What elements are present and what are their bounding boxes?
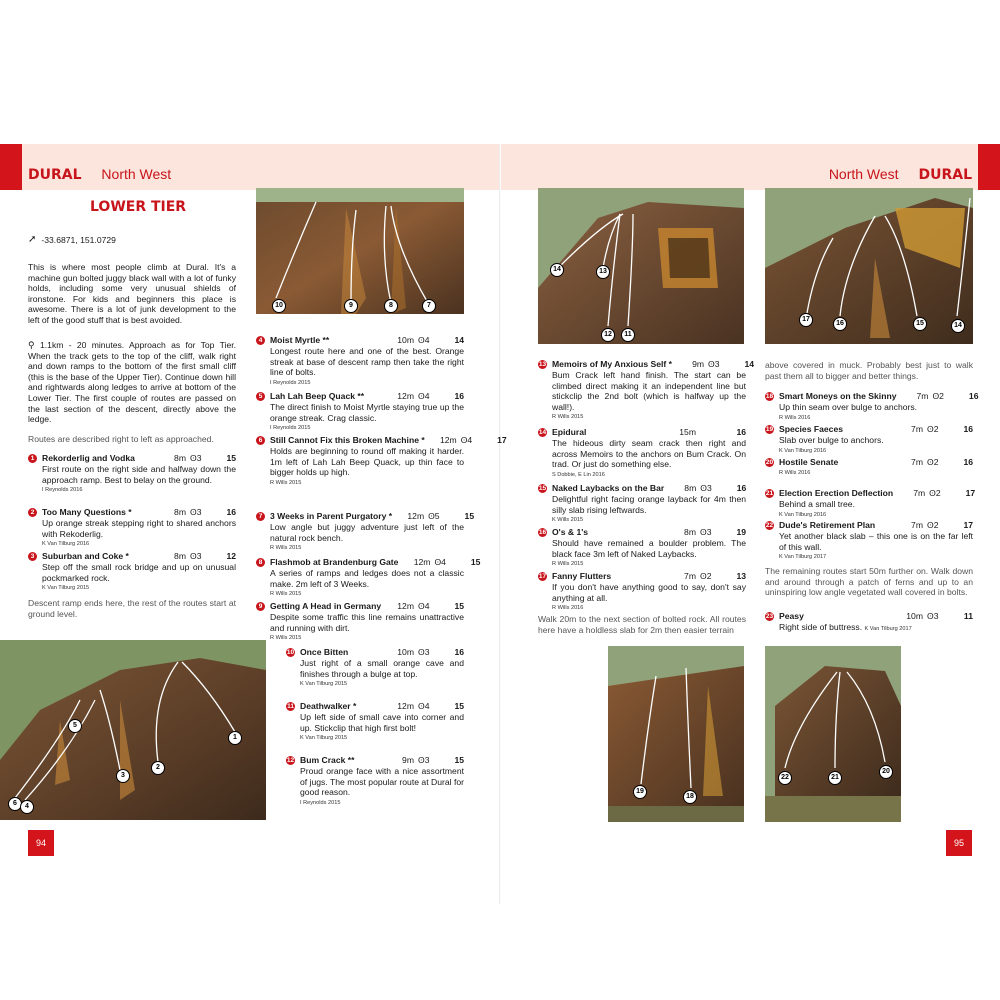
route-length: 9m — [402, 754, 414, 765]
route-description: Up left side of small cave into corner and up. Stickclip that high first bolt! — [300, 712, 464, 733]
route-description: Should have remained a boulder problem. The black face 3m left of Naked Laybacks. — [552, 538, 746, 559]
route-length: 12m — [413, 556, 431, 567]
route-grade: 16 — [963, 423, 973, 434]
route-number: 12 — [286, 756, 295, 764]
route-number: 15 — [538, 484, 547, 492]
route-number: 4 — [256, 336, 265, 345]
route-bolts: ʘ2 — [700, 570, 712, 581]
route-bolts: ʘ4 — [418, 600, 430, 611]
photo-label: 9 — [344, 294, 363, 313]
route-name: Once Bitten — [300, 646, 349, 657]
route-bolts: ʘ3 — [190, 506, 202, 517]
route-bolts: ʘ3 — [927, 610, 939, 621]
route-name: Suburban and Coke * — [42, 550, 129, 561]
route-length: 7m — [916, 390, 929, 401]
intro-text: This is where most people climb at Dural. It's a machine gun bolted juggy black wall with a lot of funky holds, including some very unusual shields of ironstone. For kids and beginners this place is awesome. There is a lot of junk development to the left of the good stuff that is best avoided. — [28, 262, 236, 325]
route-description: The hideous dirty seam crack then right and across Memoirs to the anchors on Bum Crack. On trad. Or just do something else. — [552, 438, 746, 470]
descent-note: Descent ramp ends here, the rest of the routes start at ground level. — [28, 598, 236, 619]
right-header — [829, 164, 972, 185]
right-header-crag: DURAL — [918, 167, 972, 183]
left-header-crag: DURAL — [28, 167, 82, 183]
photo-label: 3 — [116, 764, 135, 783]
route-length: 7m — [684, 570, 696, 581]
route-name: Moist Myrtle ** — [270, 334, 330, 345]
route-length: 12m — [397, 700, 414, 711]
photo-label: 22 — [778, 766, 797, 785]
route-3 — [28, 550, 236, 594]
route-fa: R Wills 2015 — [270, 635, 302, 642]
route-number: 18 — [765, 392, 774, 400]
photo-label: 21 — [828, 766, 847, 785]
route-number: 11 — [287, 702, 294, 710]
route-grade: 15 — [454, 600, 464, 611]
route-12 — [286, 754, 464, 808]
route-description: Delightful right facing orange layback for 4m then silly slab rising leftwards. — [552, 494, 746, 515]
route-10 — [286, 646, 464, 690]
photo-labels-6 — [765, 646, 901, 822]
route-number: 19 — [765, 425, 774, 433]
route-bolts: ʘ3 — [700, 482, 712, 493]
route-23 — [765, 610, 973, 635]
route-number: 21 — [765, 489, 774, 497]
route-name: Rekorderlig and Vodka — [42, 452, 135, 463]
route-grade: 15 — [470, 556, 481, 567]
photo-label: 4 — [20, 795, 39, 814]
route-name: Deathwalker * — [300, 700, 357, 711]
route-fa: K Wills 2015 — [552, 517, 584, 524]
route-5 — [256, 390, 464, 434]
route-number: 8 — [256, 558, 265, 567]
route-length: 12m — [407, 510, 425, 521]
route-grade: 14 — [744, 358, 755, 369]
route-grade: 16 — [736, 482, 747, 493]
page-gutter — [499, 144, 501, 904]
route-length: 10m — [906, 610, 923, 621]
route-11 — [286, 700, 464, 744]
route-16 — [538, 526, 746, 570]
route-name: Too Many Questions * — [42, 506, 132, 517]
route-name: Fanny Flutters — [552, 570, 612, 581]
route-description: Just right of a small orange cave and finishes through a bulge at top. — [300, 658, 464, 679]
walker-icon: ⚲ — [28, 340, 35, 350]
route-length: 7m — [911, 519, 923, 530]
route-fa: K Van Tilburg 2017 — [864, 626, 912, 632]
route-description: If you don't have anything good to say, don't say anything at all. — [552, 582, 746, 603]
route-14 — [538, 426, 746, 480]
route-9 — [256, 600, 464, 644]
photo-label: 14 — [951, 314, 970, 333]
photo-label: 11 — [621, 323, 640, 342]
route-grade: 13 — [736, 570, 746, 581]
route-fa: R Wills 2016 — [779, 414, 811, 421]
page-number-right: 95 — [946, 830, 972, 856]
route-18 — [765, 390, 979, 423]
route-fa: I Reynolds 2015 — [270, 379, 311, 386]
route-fa: K Van Tilburg 2015 — [300, 735, 348, 742]
route-length: 10m — [397, 646, 414, 657]
route-length: 15m — [679, 426, 696, 437]
gps-arrow-icon: ➚ — [28, 234, 37, 245]
route-bolts: ʘ4 — [418, 334, 430, 345]
route-length: 7m — [911, 456, 923, 467]
approach-text — [28, 340, 236, 425]
route-name: Still Cannot Fix this Broken Machine * — [270, 434, 425, 445]
route-15 — [538, 482, 746, 526]
route-name: 3 Weeks in Parent Purgatory * — [270, 510, 393, 521]
route-fa: R Wills 2015 — [270, 479, 302, 486]
route-name: Flashmob at Brandenburg Gate — [270, 556, 399, 567]
route-description: Yet another black slab – this one is on the far left of this wall. — [779, 531, 973, 552]
route-description: A series of ramps and ledges does not a classic make. 2m left of 3 Weeks. — [270, 568, 464, 589]
route-length: 8m — [174, 452, 186, 463]
page-number-left: 94 — [28, 830, 54, 856]
photo-labels-3 — [538, 188, 744, 344]
route-number: 5 — [256, 392, 265, 401]
route-description: Step off the small rock bridge and up on unusual pockmarked rock. — [42, 562, 236, 583]
route-description: Low angle but juggy adventure just left of the natural rock bench. — [270, 522, 464, 543]
route-bolts: ʘ2 — [932, 390, 944, 401]
route-name: Epidural — [552, 426, 587, 437]
left-header — [28, 164, 171, 185]
route-bolts: ʘ2 — [927, 456, 939, 467]
route-grade: 19 — [736, 526, 746, 537]
route-bolts: ʘ4 — [418, 700, 430, 711]
route-fa: R Wills 2015 — [552, 561, 584, 568]
route-length: 12m — [397, 390, 414, 401]
route-bolts: ʘ2 — [927, 423, 939, 434]
route-bolts: ʘ2 — [927, 519, 939, 530]
route-number: 7 — [256, 512, 265, 521]
route-fa: K Van Tilburg 2015 — [300, 681, 348, 688]
route-number: 3 — [28, 552, 37, 561]
route-fa: R Wills 2015 — [552, 414, 584, 421]
photo-label: 18 — [683, 785, 702, 804]
route-name: Bum Crack ** — [300, 754, 355, 765]
photo-label: 19 — [633, 780, 652, 799]
route-name: Species Faeces — [779, 423, 844, 434]
route-description: Up thin seam over bulge to anchors. — [779, 402, 918, 412]
route-2 — [28, 506, 236, 550]
photo-label: 14 — [550, 258, 569, 277]
route-bolts: ʘ5 — [428, 510, 440, 521]
route-length: 10m — [397, 334, 414, 345]
route-number: 2 — [28, 508, 37, 517]
route-bolts: ʘ4 — [460, 434, 473, 445]
route-grade: 17 — [965, 487, 976, 498]
route-number: 20 — [765, 458, 774, 466]
route-length: 8m — [684, 482, 697, 493]
photo-label: 20 — [879, 760, 898, 779]
route-grade: 12 — [226, 550, 236, 561]
route-grade: 15 — [454, 700, 464, 711]
routes-order-note: Routes are described right to left as approached. — [28, 434, 214, 444]
header-tab-right — [978, 144, 1000, 190]
route-name: Smart Moneys on the Skinny — [779, 390, 897, 401]
route-17 — [538, 570, 746, 614]
route-13 — [538, 358, 755, 423]
route-name: Hostile Senate — [779, 456, 839, 467]
photo-labels-2 — [0, 640, 266, 820]
route-bolts: ʘ3 — [418, 754, 430, 765]
route-name: Peasy — [779, 610, 804, 621]
route-bolts: ʘ2 — [929, 487, 941, 498]
route-description: Bum Crack left hand finish. The start can be climbed direct making it an independent line but stickclip the 2nd bolt (which is halfway up the wall!). — [552, 370, 746, 412]
route-name: Getting A Head in Germany — [270, 600, 382, 611]
route-length: 7m — [913, 487, 926, 498]
route-6 — [256, 434, 507, 488]
route-1 — [28, 452, 236, 496]
route-description: Slab over bulge to anchors. — [779, 435, 884, 445]
route-grade: 14 — [454, 334, 464, 345]
route-fa: R Wills 2016 — [779, 470, 811, 476]
remaining-note: The remaining routes start 50m further on. Walk down and around through a patch of ferns and up to an uninspiring low angle vegetated wall covered in bolts. — [765, 566, 973, 598]
route-number: 14 — [538, 428, 547, 436]
route-grade: 16 — [454, 390, 464, 401]
route-name: Naked Laybacks on the Bar — [552, 482, 665, 493]
route-grade: 16 — [968, 390, 979, 401]
right-header-area: North West — [828, 166, 899, 182]
route-grade: 16 — [454, 646, 464, 657]
photo-labels-4 — [765, 188, 973, 344]
route-length: 12m — [440, 434, 457, 445]
photo-label: 7 — [422, 294, 441, 313]
gps-coords: -33.6871, 151.0729 — [41, 234, 116, 245]
route-21 — [765, 487, 976, 520]
route-grade: 16 — [226, 506, 236, 517]
route-bolts: ʘ3 — [190, 452, 202, 463]
route-description: First route on the right side and halfway down the approach ramp. Best to belay on the ground. — [42, 464, 236, 485]
route-fa: K Van Tilburg 2017 — [779, 554, 827, 561]
route-fa: I Reynolds 2016 — [42, 487, 83, 494]
route-name: Election Erection Deflection — [779, 487, 894, 498]
route-fa: I Reynolds 2015 — [270, 425, 311, 432]
route-number: 10 — [286, 648, 295, 656]
route-number: 22 — [765, 521, 774, 529]
route-grade: 16 — [963, 456, 973, 467]
route-number: 6 — [256, 436, 265, 445]
route-bolts: ʘ3 — [708, 358, 720, 369]
route-grade: 15 — [454, 754, 464, 765]
route-bolts: ʘ3 — [418, 646, 430, 657]
route-description: Proud orange face with a nice assortment of jugs. The most popular route at Dural for good reason. — [300, 766, 464, 798]
photo-label: 10 — [272, 294, 291, 313]
header-tab-left — [0, 144, 22, 190]
photo-label: 13 — [596, 260, 615, 279]
photo-label: 2 — [151, 756, 170, 775]
route-number: 16 — [538, 528, 547, 536]
route-length: 9m — [692, 358, 705, 369]
route-description: Behind a small tree. — [779, 499, 855, 509]
walk-note: Walk 20m to the next section of bolted rock. All routes here have a holdless slab for 2m then easier terrain — [538, 614, 746, 635]
route-number: 17 — [538, 572, 547, 580]
gps-row — [28, 234, 116, 245]
route-grade: 15 — [464, 510, 475, 521]
route-fa: K Van Tilburg 2016 — [42, 541, 90, 548]
route-grade: 17 — [497, 434, 507, 445]
photo-label: 6 — [8, 792, 27, 811]
route-fa: R Wills 2015 — [270, 591, 302, 598]
route-grade: 16 — [736, 426, 746, 437]
route-fa: K Van Tilburg 2015 — [42, 585, 90, 592]
photo-label: 16 — [833, 312, 852, 331]
route-length: 8m — [684, 526, 696, 537]
route-number: 23 — [765, 612, 774, 620]
route-bolts: ʘ4 — [418, 390, 430, 401]
route-bolts: ʘ3 — [190, 550, 202, 561]
route-8 — [256, 556, 481, 600]
route-grade: 11 — [963, 610, 973, 621]
route-4 — [256, 334, 464, 388]
route-7 — [256, 510, 475, 554]
route-fa: K Van Tilburg 2016 — [779, 447, 827, 454]
route-20 — [765, 456, 973, 479]
route-fa: K Van Tilburg 2016 — [779, 511, 827, 518]
photo-label: 17 — [799, 308, 818, 327]
route-bolts: ʘ4 — [434, 556, 446, 567]
route-description: Longest route here and one of the best. Orange streak at base of descent ramp then take the right line of bolts. — [270, 346, 464, 378]
route-name: Lah Lah Beep Quack ** — [270, 390, 365, 401]
muck-note: above covered in muck. Probably best just to walk past them all to bigger and better things. — [765, 360, 973, 381]
route-fa: I Reynolds 2015 — [300, 799, 341, 806]
route-description: Right side of buttress. K Van Tilburg 2017 — [779, 622, 912, 632]
route-19 — [765, 423, 973, 456]
route-fa: S Dobbie, E Lin 2016 — [552, 471, 605, 478]
route-length: 12m — [397, 600, 414, 611]
route-description: The direct finish to Moist Myrtle staying true up the orange streak. Crag classic. — [270, 402, 464, 423]
section-title: LOWER TIER — [90, 199, 187, 215]
route-grade: 17 — [963, 519, 973, 530]
route-number: 1 — [28, 454, 37, 463]
photo-label: 1 — [228, 726, 247, 745]
route-description: Despite some traffic this line remains unattractive and running with dirt. — [270, 612, 464, 633]
photo-label: 15 — [913, 312, 932, 331]
route-length: 8m — [174, 506, 186, 517]
photo-labels-5 — [608, 646, 744, 822]
route-fa: R Wills 2015 — [270, 545, 302, 552]
route-fa: R Wills 2016 — [552, 605, 584, 612]
approach-text-content: 1.1km - 20 minutes. Approach as for Top Tier. When the track gets to the top of the cliff, walk right and down ramps to the bottom of the first small cliff (this is the base of the Upper Tier). Continue down hill and rightwards along ledges to arrive at bottom of the Lower Tier. The first couple of routes are passed on the last section of the descent, directly above the ledge. — [28, 340, 236, 425]
route-description: Up orange streak stepping right to shared anchors with Rekoderlig. — [42, 518, 236, 539]
route-name: O's & 1's — [552, 526, 589, 537]
route-number: 9 — [256, 602, 265, 611]
photo-labels-1 — [272, 294, 472, 308]
route-length: 8m — [174, 550, 186, 561]
photo-label: 5 — [68, 714, 87, 733]
route-bolts: ʘ3 — [700, 526, 712, 537]
route-name: Dude's Retirement Plan — [779, 519, 876, 530]
photo-label: 12 — [601, 323, 620, 342]
route-number: 13 — [538, 360, 547, 368]
route-grade: 15 — [226, 452, 236, 463]
left-header-area: North West — [101, 166, 172, 182]
route-name: Memoirs of My Anxious Self * — [552, 358, 673, 369]
route-22 — [765, 519, 973, 563]
photo-label: 8 — [384, 294, 403, 313]
route-length: 7m — [911, 423, 923, 434]
route-description: Holds are beginning to round off making it harder. 1m left of Lah Lah Beep Quack, up thin face to bigger holds up high. — [270, 446, 464, 478]
